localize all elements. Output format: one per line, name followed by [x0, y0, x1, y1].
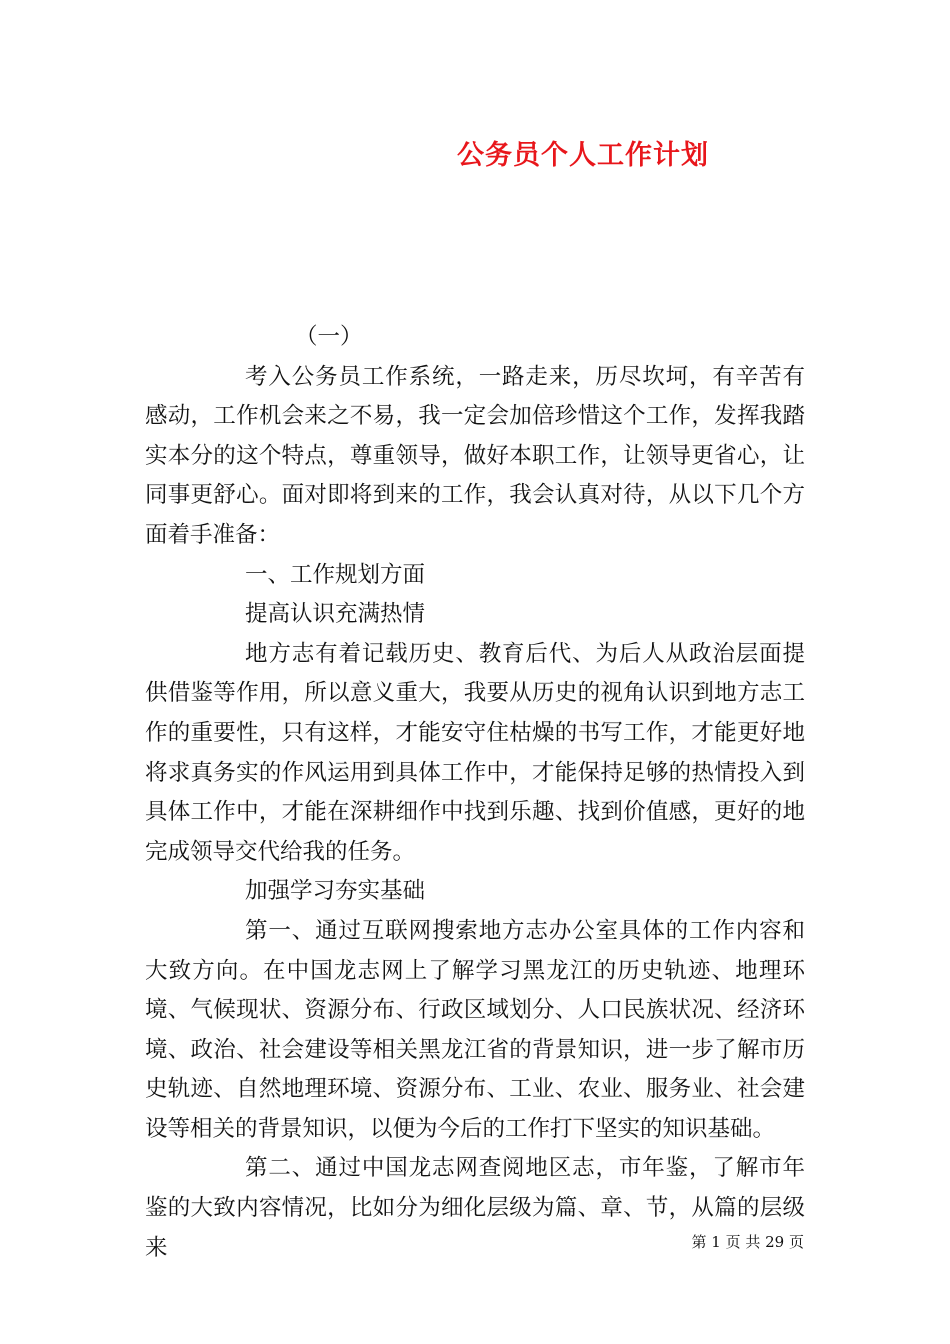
paragraph: 第二、通过中国龙志网查阅地区志，市年鉴，了解市年鉴的大致内容情况，比如分为细化层级为篇、章、节，从篇的层级来 [145, 1155, 805, 1261]
paragraph: 第一、通过互联网搜索地方志办公室具体的工作内容和大致方向。在中国龙志网上了解学习黑龙江的历史轨迹、地理环境、气候现状、资源分布、行政区域划分、人口民族状况、经济环境、政治、社会建设等相关黑龙江省的背景知识，进一步了解市历史轨迹、自然地理环境、资源分布、工业、农业、服务业、社会建设等相关的背景知识，以便为今后的工作打下坚实的知识基础。 [145, 917, 805, 1142]
heading-work-planning: 一、工作规划方面 [245, 561, 426, 588]
document-body [145, 318, 805, 1268]
subheading-awareness: 提高认识充满热情 [245, 601, 426, 628]
page-number: 第 1 页 共 29 页 [691, 1233, 804, 1251]
paragraph: 考入公务员工作系统，一路走来，历尽坎坷，有辛苦有感动，工作机会来之不易，我一定会加倍珍惜这个工作，发挥我踏实本分的这个特点，尊重领导，做好本职工作，让领导更省心，让同事更舒心。面对即将到来的工作，我会认真对待，从以下几个方面着手准备： [145, 363, 805, 548]
section-marker: （一） [295, 324, 363, 350]
page-title: 公务员个人工作计划 [457, 140, 709, 171]
paragraph: 地方志有着记载历史、教育后代、为后人从政治层面提供借鉴等作用，所以意义重大，我要从历史的视角认识到地方志工作的重要性，只有这样，才能安守住枯燥的书写工作，才能更好地将求真务实的作风运用到具体工作中，才能保持足够的热情投入到具体工作中，才能在深耕细作中找到乐趣、找到价值感，更好的地完成领导交代给我的任务。 [145, 640, 805, 865]
subheading-study: 加强学习夯实基础 [245, 878, 426, 905]
